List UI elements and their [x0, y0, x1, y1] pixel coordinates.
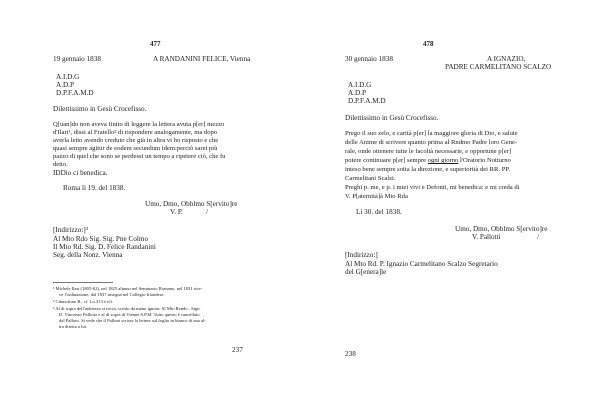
letter-recipient: A RANDANINI FELICE, Vienna — [153, 55, 251, 63]
body-line: Carmelitani Scalzi. — [345, 175, 396, 182]
underlined-text: ogni giorno — [427, 157, 459, 164]
body-line: Preghi p. me, e p. i miei vivi e Defonti, mi benedica: e mi creda di — [345, 184, 520, 191]
right-page — [297, 0, 593, 412]
body-line: pazzo di quel che sono se perdessi un tempo a ripetere ciò, che fu — [53, 153, 226, 160]
body-line: averla letto avendo creduto che già in altra vi ho risposto e che — [53, 137, 219, 144]
letter-recipient: A IGNAZIO, — [487, 55, 526, 63]
salutation: Dilettissimo in Gesù Crocefisso. — [345, 114, 439, 122]
page-number: 238 — [345, 350, 356, 358]
initials-line: D.P.F.A.M.D — [56, 89, 94, 97]
address-line: del G[enera]le — [345, 268, 387, 276]
address-line: Al Mto Rdo Sig. Sig. Pne Colmo — [53, 235, 149, 243]
footnote-line: tra diretta a lui. — [59, 324, 88, 329]
body-line: Q[uan]do non aveva finito di leggere la lettera avuta p[er] mezzo — [53, 121, 225, 128]
body-line — [345, 157, 511, 165]
footnote-line: ³ Al di sopra dell'indirizzo si trova, scritto da mano ignota: Al Mto Rendo . Sign. — [53, 306, 201, 311]
body-text: l'Oratorio Notturno — [458, 157, 511, 164]
body-text: potere continuare p[er] sempre — [345, 157, 428, 164]
initials-line: A.I.D.G — [56, 73, 80, 81]
body-line: inteso bene sempre sotta la direzione, e superiorità dei RR. PP. — [345, 166, 510, 173]
signature: V. Pallotti — [472, 233, 501, 241]
salutation: Dilettissimo in Gesù Crocefisso. — [53, 105, 147, 113]
left-page — [0, 0, 296, 412]
place-date: Roma li 19. del 1838. — [63, 184, 126, 192]
page-number: 237 — [232, 346, 243, 354]
blessing: IDDio ci benedica. — [53, 169, 108, 177]
letter-date: 30 gennaio 1838 — [345, 55, 393, 63]
body-line: d'Ilari¹, dissi al Fratello² di rispondere analogamente, ma dopo — [53, 129, 218, 136]
footnote-line: ¹ Michele Ilari (1805-62), nel 1825 alunno nel Seminario Romano, nel 1831 rice- — [53, 286, 203, 291]
signature-slash: / — [537, 233, 539, 241]
footnote-line: dal Palloni. Si vede che il Palloni scrisse la lettera sul foglio in bianco di una al- — [59, 318, 206, 323]
letter-recipient: PADRE CARMELITANO SCALZO — [445, 63, 552, 71]
initials-line: D.P.F.A.M.D — [348, 97, 386, 105]
address-line: Al Mto Rd. P. Ignazio Carmelitano Scalzo Segretario — [345, 260, 498, 268]
address-line: Seg. della Nonz. Vienna — [53, 251, 123, 259]
closing-formula: Umo, Dmo, Obblmo S[ervito]re — [145, 200, 238, 208]
initials-line: A.D.P — [348, 89, 366, 97]
body-line: delle Anime di scrivere quanto prima al Rndmo Padre loro Gene- — [345, 139, 518, 146]
body-line: V. P[aternità]à Mto Rda — [345, 193, 408, 200]
letter-number: 477 — [150, 40, 161, 48]
signature: V. P. — [170, 208, 183, 216]
address-line: Il Mto Rd. Sig. D. Felice Randanini — [53, 243, 156, 251]
body-line: quasi sempre agitur de eodem secundum idem:perciò sarei più — [53, 145, 218, 152]
closing-formula: Umo, Dmo, Obblmo S[ervito]re — [455, 225, 548, 233]
body-line: rale, onde ottenere tutte le facoltà necessarie, e opportune p[er] — [345, 148, 512, 155]
body-line: Prego il suo zelo, e carità p[er] la maggiore gloria di Dio, e salute — [345, 130, 518, 137]
body-line: detto. — [53, 161, 68, 168]
footnote-line: ve l'ordinazione, dal 1837 insegna nel Collegio Irlandese. — [59, 292, 165, 297]
footnote-line: D. Vincenzo Pallotta e al di sopra di Vienne S.P.M. Tutto questo è cancellato — [59, 312, 200, 317]
address-label: [Indirizzo:] — [345, 251, 378, 259]
footnote-rule — [53, 282, 113, 283]
letter-number: 478 — [423, 40, 434, 48]
footnote-line: ² Cinaschino B., cf. Lo.313 e n3. — [53, 299, 113, 304]
initials-line: A.I.D.G — [348, 81, 372, 89]
place-date: Li 30. del 1838. — [356, 208, 402, 216]
address-label: [Indirizzo:]³ — [53, 226, 88, 234]
initials-line: A.D.P — [56, 81, 74, 89]
signature-slash: / — [206, 208, 208, 216]
letter-date: 19 gennaio 1838 — [53, 55, 101, 63]
